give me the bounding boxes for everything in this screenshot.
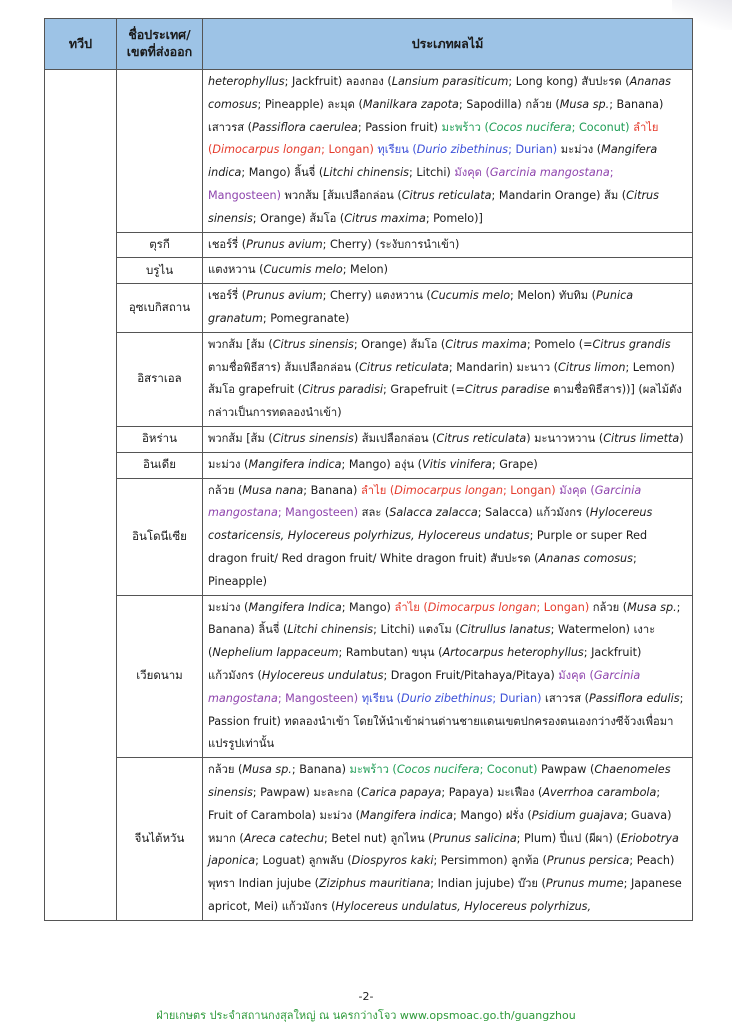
table-row xyxy=(45,595,693,758)
fruit-text-segment: ; Rambutan) ขนุน ( xyxy=(338,646,443,660)
country-cell: บรูไน xyxy=(117,258,203,284)
fruit-text-segment: ; Watermelon) เงาะ ( xyxy=(208,623,656,660)
fruit-list-cell xyxy=(203,258,693,284)
fruit-text-segment: ; Durian) xyxy=(492,691,542,705)
fruit-text-segment: ; Lemon) ส้มโอ grapefruit ( xyxy=(208,360,675,397)
fruit-text-segment: Garcinia mangostana xyxy=(489,166,610,180)
fruit-text-segment: Durio zibethinus xyxy=(416,143,509,157)
fruit-text-segment: Cucumis melo xyxy=(263,263,343,277)
fruit-text-segment: แตงหวาน ( xyxy=(208,263,264,277)
fruit-text-segment: Areca catechu xyxy=(243,831,325,845)
fruit-list-cell xyxy=(203,452,693,478)
fruit-text-segment: ; Passion fruit) xyxy=(357,120,442,134)
fruit-text-segment: กล้วย ( xyxy=(208,763,243,777)
fruit-text-segment: Citrus paradise xyxy=(464,383,550,397)
fruit-text-segment: Litchi chinensis xyxy=(323,166,410,180)
fruit-text-segment: Citrus reticulata xyxy=(359,360,449,374)
fruit-text-segment: ; Mandarin Orange) ส้ม ( xyxy=(491,188,627,202)
fruit-text-segment: Psidium guajava xyxy=(531,808,624,822)
fruit-text-segment: มะม่วง ( xyxy=(557,143,602,157)
fruit-text-segment: ) xyxy=(679,431,684,445)
fruit-text-segment: Musa sp. xyxy=(627,600,677,614)
fruit-text-segment: ทุเรียน ( xyxy=(377,143,417,157)
fruit-text-segment: ; Mangosteen) xyxy=(277,506,359,520)
fruit-text-segment: ; Orange) ส้มโอ ( xyxy=(252,211,345,225)
fruit-text-segment: Citrus reticulata xyxy=(401,188,492,202)
fruit-text-segment: Citrus sinensis xyxy=(272,431,354,445)
fruit-text-segment: ; Peach) พุทรา Indian jujube ( xyxy=(208,854,675,891)
fruit-text-segment: Salacca zalacca xyxy=(389,506,478,520)
fruit-text-segment: ; Persimmon) ลูกท้อ ( xyxy=(433,854,547,868)
fruit-text-segment: มังคุด ( xyxy=(454,166,490,180)
fruit-list-cell xyxy=(203,426,693,452)
fruit-list-cell xyxy=(203,232,693,258)
header-country: ชื่อประเทศ/เขตที่ส่งออก xyxy=(117,19,203,70)
fruit-text-segment: ลำไย ( xyxy=(208,120,659,157)
fruit-list-cell xyxy=(203,478,693,595)
table-row xyxy=(45,70,693,233)
footer-text: ฝ่ายเกษตร ประจำสถานกงสุลใหญ่ ณ นครกว่างโจว www.opsmoac.go.th/guangzhou xyxy=(156,1009,576,1022)
page-number: -2- xyxy=(358,990,374,1003)
fruit-text-segment: Passiflora edulis xyxy=(589,691,680,705)
fruit-text-segment: Prunus mume xyxy=(545,877,624,891)
fruit-text-segment: Manilkara zapota xyxy=(362,97,459,111)
table-row xyxy=(45,758,693,921)
fruit-text-segment: มังคุด ( xyxy=(559,483,595,497)
fruit-text-segment: ; Melon) ทับทิม ( xyxy=(510,289,597,303)
country-cell: อินโดนีเซีย xyxy=(117,478,203,595)
table-row xyxy=(45,232,693,258)
fruit-text-segment: พวกส้ม [ส้ม ( xyxy=(208,431,273,445)
fruit-text-segment: ; Banana) เสาวรส ( xyxy=(208,97,664,134)
fruit-text-segment: Citrus grandis xyxy=(592,337,671,351)
fruit-text-segment: Dimocarpus longan xyxy=(212,143,322,157)
fruit-text-segment: เสาวรส ( xyxy=(541,691,589,705)
fruit-text-segment: Vitis vinifera xyxy=(422,457,492,471)
fruit-text-segment: ; Guava) หมาก ( xyxy=(208,808,672,845)
fruit-text-segment: ; Mango) ฝรั่ง ( xyxy=(453,808,532,822)
fruit-text-segment: พวกส้ม [ส้ม ( xyxy=(208,337,273,351)
fruit-text-segment: Prunus avium xyxy=(246,237,323,251)
fruit-text-segment: เชอร์รี่ ( xyxy=(208,237,247,251)
continent-cell xyxy=(45,70,117,921)
fruit-text-segment: ; Plum) ปี่แป (ผีผา) ( xyxy=(516,831,621,845)
table-row xyxy=(45,478,693,595)
fruit-list-cell xyxy=(203,70,693,233)
fruit-list-cell xyxy=(203,595,693,758)
table-row xyxy=(45,452,693,478)
fruit-text-segment: ; Mango) องุ่น ( xyxy=(341,457,423,471)
fruit-text-segment: ตามชื่อพิธีสาร) ส้มเปลือกล่อน ( xyxy=(208,360,360,374)
fruit-text-segment: Garcinia mangostana xyxy=(208,483,642,520)
fruit-text-segment: Prunus persica xyxy=(546,854,630,868)
table-row xyxy=(45,284,693,333)
fruit-text-segment: ; Pineapple) ละมุด ( xyxy=(257,97,363,111)
fruit-text-segment: Nephelium lappaceum xyxy=(212,646,339,660)
fruit-text-segment: ; Long kong) สับปะรด ( xyxy=(508,75,630,88)
fruit-text-segment: ) มะนาวหวาน ( xyxy=(526,431,604,445)
fruit-text-segment: ทุเรียน ( xyxy=(361,691,402,705)
fruit-text-segment: ; Orange) ส้มโอ ( xyxy=(353,337,446,351)
fruit-text-segment: พวกส้ม [ส้มเปลือกล่อน ( xyxy=(280,188,402,202)
fruit-text-segment: ; Jackfruit) ลองกอง ( xyxy=(284,75,392,88)
fruit-text-segment: Prunus avium xyxy=(246,289,323,303)
fruit-text-segment: Citrus sinensis xyxy=(208,188,659,225)
fruit-text-segment: ; Litchi) xyxy=(409,166,455,180)
fruit-list-cell xyxy=(203,332,693,426)
fruit-text-segment: Cocos nucifera xyxy=(488,120,572,134)
fruit-text-segment: Citrus maxima xyxy=(445,337,527,351)
fruit-text-segment: ; Melon) xyxy=(342,263,389,277)
fruit-text-segment: Musa sp. xyxy=(242,763,292,777)
fruit-text-segment: ; Longan) xyxy=(536,600,590,614)
fruit-text-segment: ; Salacca) แก้วมังกร ( xyxy=(477,506,590,520)
fruit-text-segment: มะม่วง ( xyxy=(208,600,249,614)
table-row xyxy=(45,332,693,426)
fruit-text-segment: Hylocereus costaricensis, Hylocereus polyrhizus, Hylocereus undatus xyxy=(208,506,653,543)
fruit-text-segment: ; Coconut) xyxy=(571,120,630,134)
fruit-text-segment: ; Coconut) xyxy=(479,763,538,777)
fruit-text-segment: ; Longan) xyxy=(502,483,556,497)
fruit-text-segment: Mangifera indica xyxy=(248,457,342,471)
fruit-text-segment: Ananas comosus xyxy=(538,551,633,565)
fruit-text-segment: ลำไย ( xyxy=(394,600,428,614)
fruit-text-segment: กล้วย ( xyxy=(589,600,628,614)
fruit-list-cell xyxy=(203,284,693,333)
country-cell: เวียดนาม xyxy=(117,595,203,758)
fruit-text-segment: ; Litchi) แตงโม ( xyxy=(373,623,460,637)
fruit-text-segment: ; Banana) xyxy=(303,483,361,497)
fruit-text-segment: Carica papaya xyxy=(361,785,442,799)
fruit-text-segment: มังคุด ( xyxy=(558,668,594,682)
fruit-text-segment: ; Sapodilla) กล้วย ( xyxy=(458,97,560,111)
fruit-text-segment: ; Pomegranate) xyxy=(262,311,350,325)
fruit-text-segment: Dimocarpus longan xyxy=(394,483,503,497)
fruit-text-segment: Lansium parasiticum xyxy=(391,75,509,88)
fruit-text-segment: Chaenomeles sinensis xyxy=(208,763,671,799)
fruit-text-segment: Pawpaw ( xyxy=(537,763,595,777)
table-row xyxy=(45,426,693,452)
fruit-text-segment: heterophyllus xyxy=(208,75,285,88)
fruit-text-segment: Citrus limon xyxy=(558,360,626,374)
fruit-text-segment: สละ ( xyxy=(358,506,390,520)
fruit-text-segment: Durio zibethinus xyxy=(401,691,493,705)
fruit-text-segment: Prunus salicina xyxy=(432,831,517,845)
fruit-text-segment: Mangifera indica xyxy=(208,143,658,180)
fruit-text-segment: Averrhoa carambola xyxy=(542,785,657,799)
fruit-text-segment: ; Banana) xyxy=(291,763,350,777)
fruit-text-segment: ; Pawpaw) มะละกอ ( xyxy=(252,785,362,799)
fruit-text-segment: Citrus sinensis xyxy=(272,337,354,351)
fruit-text-segment: Cocos nucifera xyxy=(396,763,480,777)
country-cell: ตุรกี xyxy=(117,232,203,258)
fruit-text-segment: ; Loguat) ลูกพลับ ( xyxy=(255,854,352,868)
fruit-text-segment: ) ส้มเปลือกล่อน ( xyxy=(353,431,437,445)
fruit-export-table xyxy=(44,18,693,921)
fruit-text-segment: Musa sp. xyxy=(559,97,610,111)
fruit-text-segment: Citrus maxima xyxy=(344,211,426,225)
fruit-text-segment: ; Mango) xyxy=(341,600,395,614)
table-header-row xyxy=(45,19,693,70)
fruit-text-segment: Diospyros kaki xyxy=(351,854,434,868)
fruit-text-segment: ; Indian jujube) บ๊วย ( xyxy=(430,877,546,891)
table-row xyxy=(45,258,693,284)
fruit-text-segment: ; Papaya) มะเฟือง ( xyxy=(441,785,543,799)
fruit-text-segment: Ananas comosus xyxy=(208,75,671,111)
fruit-text-segment: เชอร์รี่ ( xyxy=(208,289,247,303)
fruit-text-segment: Mangifera indica xyxy=(359,808,454,822)
table-body xyxy=(45,70,693,921)
country-cell: อิสราเอล xyxy=(117,332,203,426)
fruit-text-segment: Eriobotrya japonica xyxy=(208,831,679,868)
fruit-text-segment: Mangifera Indica xyxy=(248,600,342,614)
fruit-text-segment: ลำไย ( xyxy=(360,483,395,497)
fruit-text-segment: ; Mangosteen) xyxy=(208,166,614,202)
fruit-text-segment: ; Banana) ลิ้นจี่ ( xyxy=(208,600,681,637)
fruit-text-segment: มะพร้าว ( xyxy=(441,120,489,134)
fruit-text-segment: ; Durian) xyxy=(508,143,558,157)
fruit-text-segment: Citrus limetta xyxy=(603,431,680,445)
fruit-text-segment: Hylocereus undulatus, Hylocereus polyrhizus, xyxy=(335,899,592,913)
fruit-text-segment: Musa nana xyxy=(242,483,304,497)
fruit-text-segment: Ziziphus mauritiana xyxy=(319,877,431,891)
fruit-text-segment: ; Mandarin) มะนาว ( xyxy=(448,360,559,374)
fruit-text-segment: Litchi chinensis xyxy=(287,623,374,637)
country-cell: อินเดีย xyxy=(117,452,203,478)
fruit-text-segment: Citrus paradisi xyxy=(302,383,384,397)
fruit-text-segment: ; Grape) xyxy=(491,457,538,471)
fruit-text-segment: Cucumis melo xyxy=(430,289,511,303)
fruit-text-segment: ตามชื่อพิธีสาร))] (ผลไม้ดังกล่าวเป็นการทดลองนำเข้า) xyxy=(208,383,682,420)
fruit-text-segment: ; Cherry) (ระงับการนำเข้า) xyxy=(322,237,460,251)
fruit-text-segment: Hylocereus undulatus xyxy=(261,668,384,682)
fruit-text-segment: ; Mango) ลิ้นจี่ ( xyxy=(241,166,324,180)
fruit-text-segment: ; Dragon Fruit/Pitahaya/Pitaya) xyxy=(383,668,559,682)
fruit-text-segment: ; Passion fruit) ทดลองนำเข้า โดยให้นำเข้าผ่านด่านชายแดนเขตปกครองตนเองกว่างซีจ้วงเพื่อมาแปรรูปเท่านั้น xyxy=(208,691,684,751)
fruit-text-segment: ; Mangosteen) xyxy=(277,691,359,705)
fruit-text-segment: ; Betel nut) ลูกไหน ( xyxy=(324,831,433,845)
fruit-text-segment: ; Longan) xyxy=(321,143,374,157)
fruit-text-segment: ; Fruit of Carambola) มะม่วง ( xyxy=(208,785,661,822)
header-fruit-type: ประเภทผลไม้ xyxy=(203,19,693,70)
fruit-text-segment: ; Purple or super Red dragon fruit/ Red dragon fruit/ White dragon fruit) สับปะรด ( xyxy=(208,529,648,565)
fruit-text-segment: ; Pomelo (= xyxy=(526,337,593,351)
country-cell xyxy=(117,70,203,233)
fruit-text-segment: Artocarpus heterophyllus xyxy=(442,646,584,660)
fruit-text-segment: Garcinia mangostana xyxy=(208,668,641,705)
fruit-text-segment: Passiflora caerulea xyxy=(251,120,358,134)
country-cell: จีนไต้หวัน xyxy=(117,758,203,921)
country-cell: อุซเบกิสถาน xyxy=(117,284,203,333)
fruit-text-segment: ; Pineapple) xyxy=(208,551,637,588)
header-continent: ทวีป xyxy=(45,19,117,70)
fruit-list-cell xyxy=(203,758,693,921)
fruit-text-segment: ; Cherry) แตงหวาน ( xyxy=(322,289,431,303)
fruit-text-segment: กล้วย ( xyxy=(208,483,243,497)
fruit-text-segment: Citrullus lanatus xyxy=(459,623,551,637)
fruit-text-segment: Punica granatum xyxy=(208,289,634,325)
fruit-text-segment: ; Jackfruit) แก้วมังกร ( xyxy=(208,646,642,682)
country-cell: อิหร่าน xyxy=(117,426,203,452)
fruit-text-segment: ; Grapefruit (= xyxy=(383,383,465,397)
fruit-text-segment: มะพร้าว ( xyxy=(349,763,397,777)
fruit-text-segment: มะม่วง ( xyxy=(208,457,249,471)
fruit-text-segment: Citrus reticulata xyxy=(436,431,527,445)
fruit-text-segment: ; Japanese apricot, Mei) แก้วมังกร ( xyxy=(208,877,682,913)
fruit-text-segment: Dimocarpus longan xyxy=(427,600,537,614)
fruit-text-segment: ; Pomelo)] xyxy=(425,211,483,225)
